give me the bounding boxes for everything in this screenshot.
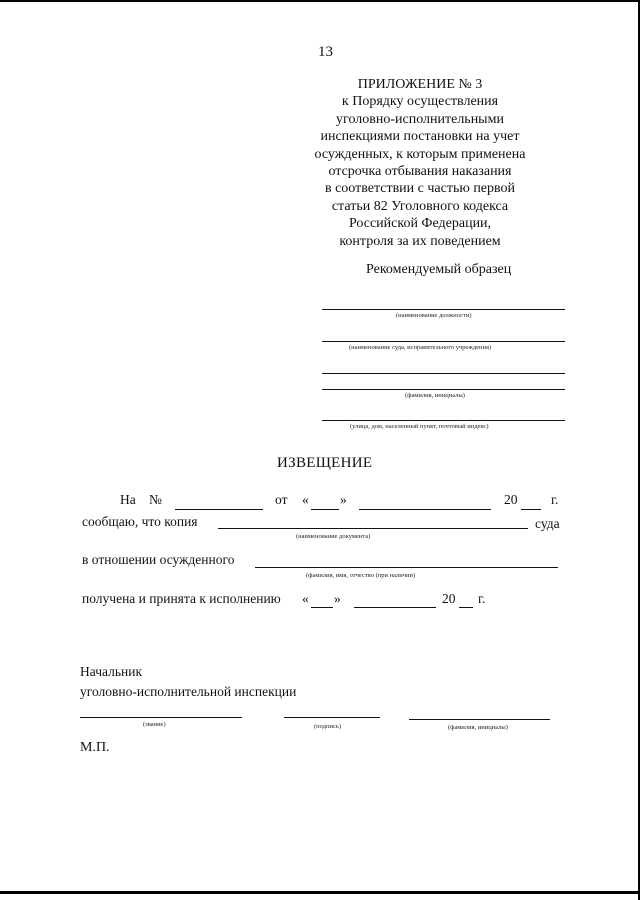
number-sign: № bbox=[149, 492, 162, 507]
appendix-line: осужденных, к которым применена bbox=[314, 146, 526, 162]
rank-field[interactable] bbox=[80, 717, 242, 718]
quote-close-2: » bbox=[334, 591, 341, 606]
appendix-block bbox=[300, 76, 540, 250]
convict-hint: (фамилия, имя, отчество (при наличии) bbox=[306, 572, 416, 579]
institution-line[interactable] bbox=[322, 341, 565, 342]
page-border-top bbox=[0, 0, 640, 2]
inspection-title: уголовно-исполнительной инспекции bbox=[80, 684, 297, 699]
year-suffix: г. bbox=[551, 492, 559, 507]
copy-label: сообщаю, что копия bbox=[82, 514, 198, 529]
stamp-placeholder: М.П. bbox=[80, 740, 110, 755]
convict-label: в отношении осужденного bbox=[82, 552, 235, 567]
appendix-line: в соответствии с частью первой bbox=[324, 181, 516, 197]
month-field[interactable] bbox=[359, 509, 491, 510]
appendix-line: Российской Федерации, bbox=[348, 216, 492, 232]
institution-hint: (наименование суда, исправительного учреждения) bbox=[349, 344, 492, 351]
position-line[interactable] bbox=[322, 309, 565, 310]
position-hint: (наименование должности) bbox=[396, 312, 472, 319]
year-prefix-2: 20 bbox=[442, 591, 456, 606]
appendix-line: отсрочка отбывания наказания bbox=[328, 164, 512, 180]
address-hint: (улица, дом, населенный пункт, почтовый индекс) bbox=[350, 423, 489, 430]
appendix-title: ПРИЛОЖЕНИЕ № 3 bbox=[357, 77, 483, 92]
year-field[interactable] bbox=[521, 509, 541, 510]
page-number: 13 bbox=[318, 44, 333, 60]
rank-hint: (звание) bbox=[143, 721, 166, 728]
signer-name-field[interactable] bbox=[409, 719, 550, 720]
appendix-line: к Порядку осуществления bbox=[341, 94, 499, 110]
quote-open: « bbox=[302, 492, 309, 507]
day-field-2[interactable] bbox=[311, 607, 333, 608]
signer-name-hint: (фамилия, инициалы) bbox=[448, 724, 508, 731]
appendix-line: статьи 82 Уголовного кодекса bbox=[331, 198, 509, 214]
quote-open-2: « bbox=[302, 591, 309, 606]
document-hint: (наименование документа) bbox=[296, 533, 371, 540]
sign-hint: (подпись) bbox=[314, 723, 341, 730]
number-field[interactable] bbox=[175, 509, 263, 510]
year-field-2[interactable] bbox=[459, 607, 473, 608]
notice-title: ИЗВЕЩЕНИЕ bbox=[277, 455, 373, 471]
appendix-line: контроля за их поведением bbox=[339, 233, 501, 249]
document-field[interactable] bbox=[218, 528, 528, 529]
recipient-name-line[interactable] bbox=[322, 389, 565, 390]
court-suffix: суда bbox=[535, 516, 560, 531]
na-label: На bbox=[120, 492, 136, 507]
address-line[interactable] bbox=[322, 420, 565, 421]
day-field[interactable] bbox=[311, 509, 339, 510]
ot-label: от bbox=[275, 492, 288, 507]
chief-title: Начальник bbox=[80, 664, 143, 679]
appendix-line: уголовно-исполнительными bbox=[336, 111, 504, 127]
year-prefix: 20 bbox=[504, 492, 518, 507]
appendix-line: инспекциями постановки на учет bbox=[320, 129, 520, 145]
month-field-2[interactable] bbox=[354, 607, 436, 608]
page-border-bottom bbox=[0, 891, 640, 894]
year-suffix-2: г. bbox=[478, 591, 486, 606]
sample-note: Рекомендуемый образец bbox=[366, 262, 512, 277]
quote-close: » bbox=[340, 492, 347, 507]
recipient-line[interactable] bbox=[322, 373, 565, 374]
accepted-label: получена и принята к исполнению bbox=[82, 591, 281, 606]
name-hint: (фамилия, инициалы) bbox=[405, 392, 465, 399]
signature-field[interactable] bbox=[284, 717, 380, 718]
convict-field[interactable] bbox=[255, 567, 558, 568]
